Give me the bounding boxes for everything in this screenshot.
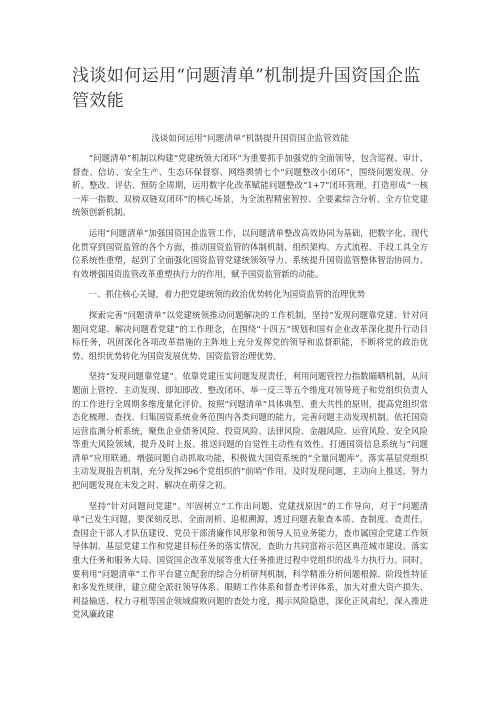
paragraph-1: “问题清单”机制以构建“党建统领大闭环”为重要抓手加强党的全面领导，包含巡视、审计、督查、信访、安全生产、生态环保督察、网络舆情七个“问题整改小闭环”，围绕问题发现、分析、整改、评估、预防全周期，运用数字化改革赋能问题整改“1+7”闭环管理，打造形成“一核一库一指数、双榜双链双闭环”的核心场景，为全流程精密智控、全要素综合分析、全方位党建统领创新机制。 xyxy=(72,153,428,218)
document-title: 浅谈如何运用“问题清单”机制提升国资国企监管效能 xyxy=(72,66,421,111)
document-subtitle: 浅谈如何运用“问题清单”机制提升国资国企监管效能 xyxy=(151,134,349,144)
paragraph-4: 坚持“发现问题靠党建”。依靠党建压实问题发现责任，利用问题管控力指数瞄晒机制，从问题面上管控、主动发现、即知即改、整改闭环、举一反三等五个维度对领导班子和党组织负责人的工作进行全周期多维度量化评价。按照“问题清单”具体典型、重大共性的原则，提高党组织常态化梳理、查找、归集国资系统业务范围内各类问题的能力，完善问题主动发现机制。依托国资运营监测分析系统，聚焦企业债务风险、投资风险、法律风险、金融风险、运营风险、安全风险等重大风险领域，提升及时上报、推送问题的自觉性主动性有效性。打通国资信息系统与“问题清单”应用联通，增强问题自动抓取功能，积极做大国资系统的“全量问题库”。落实基层党组织主动发现报告机制，充分发挥296个党组织的“前哨”作用，及时发现问题，主动向上推送，努力把问题发现在未发之时、解决在萌芽之初。 xyxy=(72,371,428,491)
paragraph-3: 探索完善“问题清单”以党建统领推动问题解决的工作机制，坚持“发现问题靠党建、针对问题问党建、解决问题看党建”的工作理念，在围绕“十四五”规划和国有企业改革深化提升行动目标任务，巩固深化各项改革措施的主阵地上充分发挥党的领导和监督职能，不断将党的政治优势、组织优势转化为国资发展优势、国资监管治理优势。 xyxy=(72,309,428,361)
paragraph-2: 运用“问题清单”加强国资国企监管工作，以问题清单整改高效协同为基础，把数字化、现代化贯穿到国资监管的各个方面，推动国资监管的体制机制、组织架构、方式流程、手段工具全方位系统性重塑，起到了全面强化国资监管党建统领领导力、系统提升国资监管整体智治协同力、有效增强国资监管改革重塑执行力的作用，赋予国资监管新的动能。 xyxy=(72,227,428,279)
paragraph-5: 坚持“针对问题问党建”。牢固树立“工作出问题、党建找原因”的工作导向，对于“问题清单”已发生问题，要深刻反思、全面剖析、追根溯源，透过问题表象查本质、查制度、查责任，查国企干部人才队伍建设、党员干部清廉作风形象和领导人员业务能力，查市属国企党建工作领导体制、基层党建工作和党建目标任务的落实情况，查助力共同富裕示范区典范城市建设、落实重大任务和服务大局、国资国企改革发展等重大任务推进过程中党组织的战斗力执行力。同时，要利用“问题清单”工作平台建立配套的综合分析研判机制，科学精准分析问题根源、阶段性特征和多发性规律，建立健全派驻领导体系、眼睛工作体系和督查考评体系，加大对重大资产损失、利益输送、权力寻租等国企领域腐败问题的查处力度，揭示风险隐患，深化正风肃纪，深入推进党风廉政建 xyxy=(72,500,428,620)
section-heading-1: 一、抓住核心关键，着力把党建统领的政治优势转化为国资监管的治理优势 xyxy=(88,289,366,300)
